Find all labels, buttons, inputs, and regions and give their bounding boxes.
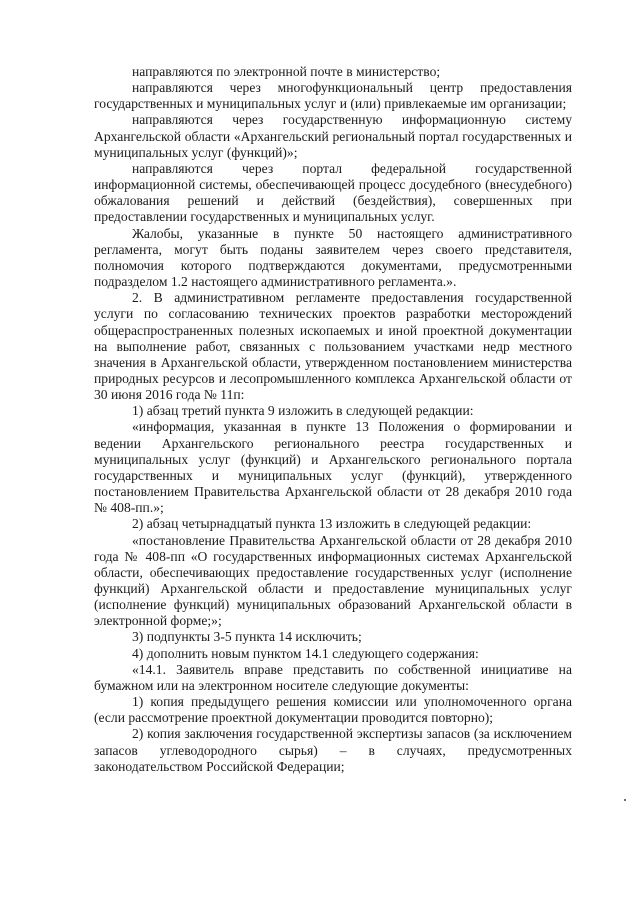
paragraph-mfc: направляются через многофункциональный центр предоставления государственных и муниципальных услуг и (или) привлекаемые им организации; [94,80,572,112]
paragraph-section-2: 2. В административном регламенте предоставления государственной услуги по согласованию технических проектов разработки месторождений общераспространенных полезных ископаемых и иной проектной документации на выполнение работ, связанных с пользованием участками недр местного значения в Архангельской области, утвержденном постановлением министерства природных ресурсов и лесопромышленного комплекса Архангельской области от 30 июня 2016 года № 11п: [94,290,572,403]
paragraph-item-2: 2) абзац четырнадцатый пункта 13 изложить в следующей редакции: [132,516,532,532]
paragraph-14-1: «14.1. Заявитель вправе представить по собственной инициативе на бумажном или на электронном носителе следующие документы: [94,661,572,693]
paragraph-14-1-item-2: 2) копия заключения государственной экспертизы запасов (за исключением запасов углеводородного сырья) – в случаях, предусмотренных законодательством Российской Федерации; [94,726,572,774]
document-page [94,64,572,775]
paragraph-item-3: 3) подпункты 3-5 пункта 14 исключить; [132,629,362,645]
paragraph-email: направляются по электронной почте в министерство; [132,64,441,79]
paragraph-federal-portal: направляются через портал федеральной государственной информационной системы, обеспечивающей процесс досудебного (внесудебного) обжалования решений и действий (бездействия), совершенных при предоставлении государственных и муниципальных услуг. [94,160,572,225]
scan-speck [624,799,626,801]
paragraph-item-1: 1) абзац третий пункта 9 изложить в следующей редакции: [132,403,474,419]
paragraph-complaints: Жалобы, указанные в пункте 50 настоящего административного регламента, могут быть поданы заявителем через своего представителя, полномочия которого подтверждаются документами, предусмотренными подразделом 1.2 настоящего административного регламента.». [94,225,572,290]
paragraph-14-1-item-1: 1) копия предыдущего решения комиссии или уполномоченного органа (если рассмотрение проектной документации проводится повторно); [94,694,572,726]
paragraph-item-4: 4) дополнить новым пунктом 14.1 следующего содержания: [132,645,479,661]
paragraph-item-2-text: «постановление Правительства Архангельской области от 28 декабря 2010 года № 408-пп «О государственных информационных системах Архангельской области, обеспечивающих предоставление государственных услуг (исполнение функций) Архангельской области и предоставление муниципальных услуг (исполнение функций) муниципальных образований Архангельской области в электронной форме;»; [94,532,572,629]
paragraph-item-1-text: «информация, указанная в пункте 13 Положения о формировании и ведении Архангельского регионального реестра государственных и муниципальных услуг (функций) и Архангельского регионального портала государственных и муниципальных услуг (функций), утвержденного постановлением Правительства Архангельской области от 28 декабря 2010 года № 408-пп.»; [94,419,572,516]
paragraph-regional-portal: направляются через государственную информационную систему Архангельской области «Архангельский региональный портал государственных и муниципальных услуг (функций)»; [94,112,572,160]
